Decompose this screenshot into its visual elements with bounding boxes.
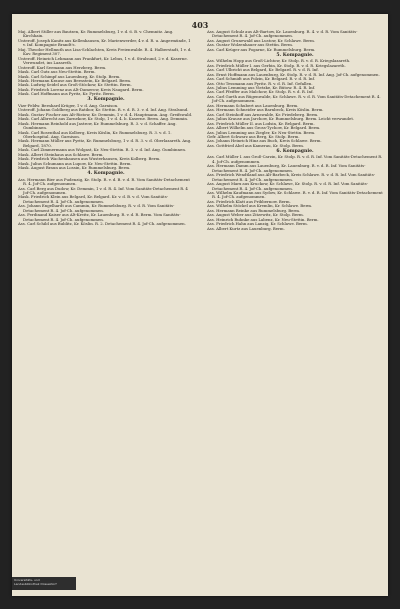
list-entry: Ass. Friedrich Müller I. aus Gerbin, Kr. Stolp. R. v. d. R. Kriegslazareth. <box>207 62 346 68</box>
list-entry: Ass. August Schulz aus Alt-Bartow, Kr. Lauenburg. R. 4. v. d. R. Vom Sanitäts-Detachement R. 4. Jof-Ch. aufgenommen. <box>207 29 358 39</box>
list-entry: Ass. Gustav Wolzenhauer aus Stettin. Berm. <box>207 42 294 48</box>
list-entry: Ass. Carl Krüger aus Pogarne, Kr. Rummelsburg. Berm. <box>207 46 316 52</box>
list-entry: Mask. Ludwig Seidel aus Groß-Stöckow, Kr. Stettin. Berm. <box>18 82 132 88</box>
list-entry: Ass. Friedrich Klatt aus Pribbernow. Berm. <box>207 198 291 204</box>
list-entry: Vize-Feldw. Bernhard Krüger, 1 v. d. Ang. Garnison. <box>18 102 119 108</box>
list-entry: Maj. Albert Stiller aus Bautzen, Kr. Rummelsburg, 1 v. d. 6. B. v. Chemnitz. Ang. Kirchhain. <box>18 29 174 39</box>
list-entry: Ass. Johann Heinrich Hinz aus Buch, Kreis Schlawe. Berm. <box>207 138 322 144</box>
list-entry: Ass. Wilhelm Hopp aus Groß-Lichtow, Kr. Stolp. R. v. d. R. Kriegslazareth. <box>207 58 351 64</box>
list-entry: Maj. Theodor Hellmuth aus Lisa-Schlachten, Kreis Freienwalde. R. 4. Halberstadt, 1 v. d. Kav. Regiment 307. <box>18 46 192 57</box>
document-page <box>12 14 388 596</box>
list-entry: Mask. Hermann Müller aus Pyritz, Kr. Rummelsburg, 1 v. d. R. 3. v. d. Oberlazareth. Ang. Belgard, 1870. <box>18 138 192 148</box>
page-number: 403 <box>191 20 209 30</box>
section-heading: 5. Kompagnie. <box>276 52 314 58</box>
list-entry: Ass. August Grunewald aus Lustow, Kr. Schlawe. Berm. <box>207 37 316 43</box>
list-entry: Ass. Carl Berg aus Dudow, Kr. Demmin, 1 v. d. R. 4. Inf. Vom Sanitäts-Detachement R. 4 Jof-Ch. aufgenommen. <box>18 185 188 195</box>
list-entry: Unteroff. Karl Seemann aus Herzberg. Berm. <box>18 64 107 70</box>
list-entry: Mask. Carl Rosenthal aus Kolberg, Kreis Köslin, Kr. Rummelsburg. R. 3. v. d. 1. Oberhospital. Ang. Garnison. <box>18 129 172 139</box>
list-entry: Ass. Julius Lemming aus Ziegler, Kr. Neu-Stettin. Berm. <box>207 129 316 135</box>
watermark-line-2: Landesbibliothek Düsseldorf <box>14 582 57 586</box>
list-entry: Ass. August Weber aus Zitzewitz, Kr. Stolp. Berm. <box>207 212 304 218</box>
list-entry: Ass. Gottfried Abel aus Kamerau, Kr. Stolp. Berm. <box>207 142 305 148</box>
list-entry: Unteroff. Heinrich Lehmann aus Frankfurt, Kr. Lebus, 1 v. d. Stralsund, 2 v. d. Kaserne. Verwundet, ins Lazareth. <box>18 55 188 66</box>
list-entry: Mask. Friedrich Lorenz aus Alt-Damerow, Kreis Naugard. Berm. <box>18 86 144 92</box>
right-column <box>207 30 383 231</box>
list-entry: Mask. Carl Hoffmann aus Pyritz, Kr. Pyritz. Berm. <box>18 91 115 97</box>
list-entry: Ass. Hermann Reinke aus Rummelsburg. Berm. <box>207 207 301 213</box>
list-entry: Mask. Friedrich Klein aus Belgard, Kr. Belgard. Kr. v. d. B. v. d. Vom Sanitäts-Detachement R. 4. Jof-Ch. aufgenommen. <box>18 194 169 204</box>
list-entry: Ass. Hermann Damm aus Lauenburg, Kr. Lauenburg. R. v. d. R. Inf. Vom Sanitäts-Detachement R. 4. Jof-Ch. aufgenommen. <box>207 163 366 173</box>
list-entry: Ass. Friedrich Wendtland aus Alt-Barbeck, Kreis Schlawe. R. v. d. R. Inf. Vom Sanitäts-Detachement R. 4. Jof-Ch. aufgenommen. <box>207 172 376 182</box>
list-entry: Unteroff. Johann Goldberg aus Ratibor, Kr. Stettin. R. v. d. R. 3. v. d. Inf. Ang. Stralsund. <box>18 107 189 113</box>
list-entry: Mask. Albert Steinhaus aus Schlawe. Berm. <box>18 151 104 157</box>
list-entry: Ass. Hermann Bier aus Pudenzig, Kr. Stolp. R. v. d. B. v. d. R. Vom Sanitäts-Detachement R. 4. Jof-Ch. aufgenommen. <box>18 176 190 187</box>
watermark-line-1: Universitäts- und <box>14 578 40 582</box>
list-entry: Ass. Carl Müller I. aus Groß-Carzin, Kr. Stolp. R. v. d. R. Inf. Vom Sanitäts-Detachement R. 4. Jof-Ch. aufgenommen. <box>207 154 383 164</box>
list-entry: Ass. Otto Tessmann aus Pyritz. R. v. d. R. Inf. Gefallen. <box>207 80 313 86</box>
list-entry: Mask. Friedrich Wachenhausen aus Wusterhausen, Kreis Kolberg. Berm. <box>18 156 161 162</box>
list-entry: Ass. Carl Steinhoff aus Arnswalde, Kr. Friedeberg. Berm. <box>207 111 319 117</box>
list-entry: Mask. Julius Schumann aus Lupow, Kr. Neu-Stettin. Berm. <box>18 160 132 166</box>
section-heading: 6. Kompagnie. <box>276 148 314 154</box>
list-entry: Ass. Albert Kurtz aus Lauenburg. Berm. <box>207 225 285 231</box>
list-entry: Mask. Carl Gutz aus Neu-Stettin. Berm. <box>18 69 96 75</box>
list-entry: Ass. Heinrich Ruhnke aus Labenz, Kr. Neu-Stettin. Berm. <box>207 216 319 222</box>
list-entry: Mask. Hermann Reinhold aus Jastrow, Kr. Rummelsburg. R. 3. v. d. Schaffer. Ang. Gumbinnen. <box>18 120 177 131</box>
list-entry: Ass. Ernst Hoffmann aus Lauenburg, Kr. Stolp. R. v. d. R. Inf. Ang. Jof-Ch. aufgenommen. <box>207 71 380 77</box>
library-watermark <box>12 577 76 590</box>
list-entry: Ass. Hermann Schubert aus Lauenburg. Berm. <box>207 102 299 108</box>
list-entry: Ass. Friedrich Müller II. aus Lodsin, Kr. Belgard. Berm. <box>207 120 315 126</box>
list-entry: Mask. Hermann Krause aus Bernstein, Kr. Belgard. Berm. <box>18 77 132 83</box>
list-entry: Ass. Carl Schild aus Bublitz, Kr. Köslin. R. 2. Detachement R. 4. Jof-Ch. aufgenommen. <box>18 221 186 227</box>
list-entry: Mask. Carl Zimmermann aus Wolgast, Kr. Neu-Stettin. R. 3. v. d. Inf. Ang. Gumbinnen. <box>18 147 187 153</box>
list-entry: Unteroff. Joseph Kanitz aus Kellenhausen, Kr. Marienwerder, 4 v. d. R. u. Angermünde, 1 v. Inf. Kompagnie Brandt's. <box>18 37 191 48</box>
list-entry: Ass. Johann Engelhardt aus Cammin, Kr. Rummelsburg. R. v. d. R. Vom Sanitäts-Detachement R. 4. Jof-Ch. aufgenommen. <box>18 203 175 213</box>
list-entry: Ass. Friedrich Hahn aus Lanzig, Kr. Schlawe. Berm. <box>207 221 308 227</box>
list-entry: Mask. Carl Albrecht aus Zarnekow, Kr. Stolp, 1 v. d. 4. b. Kaserne. Berm. Ang. Demmin. <box>18 116 189 122</box>
list-entry: Gefr. Albert Schwarz aus Berg, Kr. Stolp. Berm. <box>207 133 300 139</box>
list-entry: Ass. Carl Gurth aus Rügenwalde, Kr. Schlawe. R. v. d. R. Vom Sanitäts-Detachement R. 4. Jof-Ch. aufgenommen. <box>207 93 381 104</box>
list-entry: Ass. Albert Wilhelm aus Gross-Tychow, Kr. Belgard. Berm. <box>207 125 321 131</box>
list-entry: Ass. Carl Ulbricht aus Belgard, Kr. Belgard. R. v. d. R. Inf. <box>207 67 319 73</box>
list-entry: Ass. Wilhelm Kaufmann aus Sydow, Kr. Schlawe. R. v. d. R. Inf. Vom Sanitäts-Detachement R. 4. Jof-Ch. aufgenommen. <box>207 189 383 200</box>
list-entry: Ass. August Marx aus Kruckow, Kr. Schlawe, Kr. Stolp. R. v. d. R. Inf. Vom Sanitäts-Detachement R. 4. Jof-Ch. aufgenommen. <box>207 181 368 191</box>
list-entry: Ass. Julius Krause aus Jarchow, Kr. Rummelsburg. Berm. Leicht verwundet. <box>207 116 355 122</box>
section-heading: 3. Kompagnie. <box>87 97 125 103</box>
section-heading: 4. Kompagnie. <box>87 171 125 177</box>
list-entry: Mask. August Braun aus Lossin, Kr. Rummelsburg. Berm. <box>18 165 131 171</box>
list-entry: Ass. Hermann Schneider aus Barnbeck, Kreis Köslin. Berm. <box>207 107 324 113</box>
list-entry: Ass. Wilhelm Stöckel aus Kremlin, Kr. Schlawe. Berm. <box>207 203 313 209</box>
list-entry: Ass. Carl Schmidt aus Polzin, Kr. Belgard. R. v. d. R. Inf. <box>207 76 316 82</box>
list-entry: Ass. Ferdinand Kaiser aus Alt-Kreitz, Kr. Lauenburg. R. v. d. R. Berm. Vom Sanitäts-Detachement R. 4. Jof-Ch. aufgenommen. <box>18 212 181 222</box>
list-entry: Ass. Carl Pfeiffer aus Malchow, Kr. Stolp. R. v. d. R. Inf. <box>207 89 314 95</box>
list-entry: Ass. Julius Lemming aus Vietzke, Kr. Bütow. R. 4. R. Inf. <box>207 84 316 90</box>
list-entry: Mask. Carl Schimpf aus Lauenburg, Kr. Stolp. Berm. <box>18 73 121 79</box>
left-column <box>18 30 194 227</box>
list-entry: Mask. Gustav Fischer aus Alt-Ristow, Kr. Demmin, 1 v. d. 4. Hauptmann. Ang. Greifswald. <box>18 111 193 117</box>
